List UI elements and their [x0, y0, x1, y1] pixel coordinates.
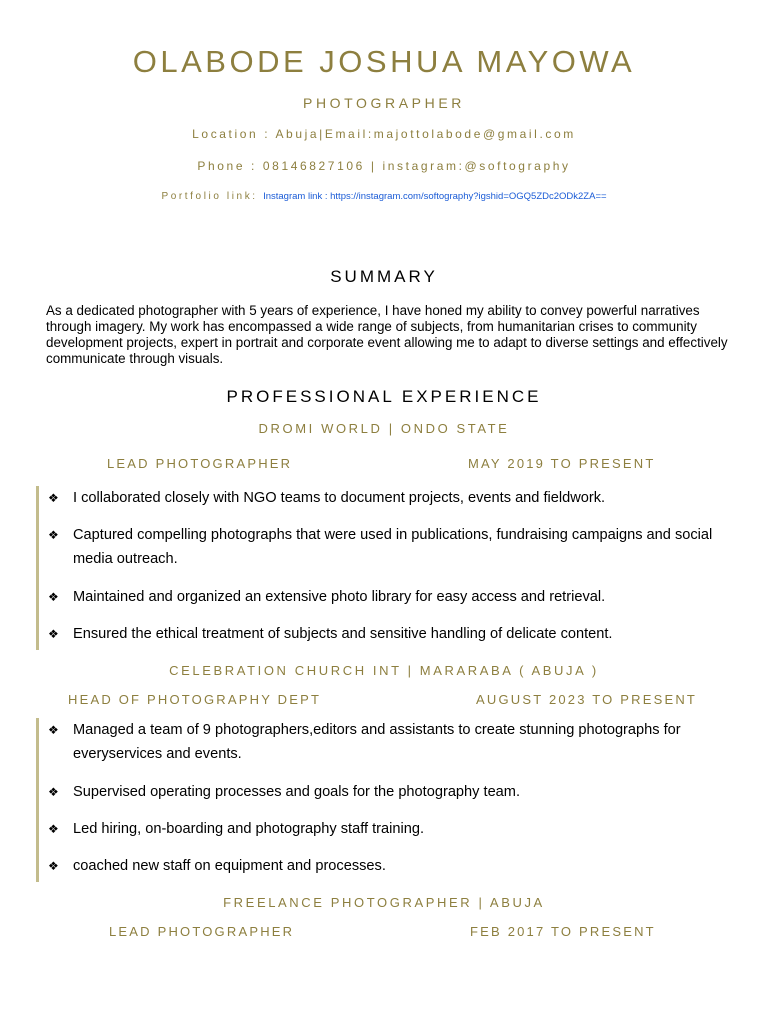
list-item: ❖ Ensured the ethical treatment of subjects and sensitive handling of delicate content.: [39, 622, 613, 646]
employer-1: DROMI WORLD | ONDO STATE: [258, 421, 510, 436]
portfolio-label: Portfolio link:: [161, 191, 258, 202]
summary-text: As a dedicated photographer with 5 years of experience, I have honed my ability to convey powerful narratives through imagery. My work has encompassed a wide range of subjects, from humanitarian crises to community development projects, expert in portrait and corporate event allowing me to adapt to diverse settings and effectively communicate through visuals.: [46, 303, 728, 366]
employer-2: CELEBRATION CHURCH INT | MARARABA ( ABUJA ): [169, 663, 599, 678]
employer-3: FREELANCE PHOTOGRAPHER | ABUJA: [223, 895, 545, 910]
diamond-bullet-icon: ❖: [48, 491, 59, 505]
diamond-bullet-icon: ❖: [48, 528, 59, 542]
experience-heading: PROFESSIONAL EXPERIENCE: [226, 387, 542, 406]
job-1-dates: MAY 2019 TO PRESENT: [468, 456, 656, 471]
list-item: ❖ Led hiring, on-boarding and photography staff training.: [39, 817, 424, 841]
diamond-bullet-icon: ❖: [48, 723, 59, 737]
diamond-bullet-icon: ❖: [48, 785, 59, 799]
job-3-role: LEAD PHOTOGRAPHER: [109, 924, 295, 939]
job-3-dates: FEB 2017 TO PRESENT: [470, 924, 656, 939]
location-email-line: Location : Abuja|Email:majottolabode@gmail.com: [192, 127, 576, 141]
job-1-bullet-list: [36, 486, 739, 650]
list-item: ❖ Supervised operating processes and goals for the photography team.: [39, 780, 520, 804]
list-item: ❖ Managed a team of 9 photographers,editors and assistants to create stunning photographs for everyservices and events.: [39, 718, 739, 766]
job-2-dates: AUGUST 2023 TO PRESENT: [476, 692, 698, 707]
diamond-bullet-icon: ❖: [48, 627, 59, 641]
diamond-bullet-icon: ❖: [48, 822, 59, 836]
diamond-bullet-icon: ❖: [48, 859, 59, 873]
diamond-bullet-icon: ❖: [48, 590, 59, 604]
list-item: ❖ I collaborated closely with NGO teams to document projects, events and fieldwork.: [39, 486, 605, 510]
list-item: ❖ Maintained and organized an extensive photo library for easy access and retrieval.: [39, 585, 605, 609]
phone-instagram-line: Phone : 08146827106 | instagram:@softography: [197, 159, 571, 173]
portfolio-link[interactable]: Instagram link : https://instagram.com/softography?igshid=OGQ5ZDc2ODk2ZA==: [263, 191, 607, 202]
candidate-name: OLABODE JOSHUA MAYOWA: [132, 44, 636, 79]
list-item: ❖ Captured compelling photographs that were used in publications, fundraising campaigns and social media outreach.: [39, 523, 739, 571]
summary-heading: SUMMARY: [330, 267, 438, 286]
job-2-role: HEAD OF PHOTOGRAPHY DEPT: [68, 692, 322, 707]
list-item: ❖ coached new staff on equipment and processes.: [39, 854, 386, 878]
job-title: PHOTOGRAPHER: [303, 95, 465, 111]
job-1-role: LEAD PHOTOGRAPHER: [107, 456, 293, 471]
job-2-bullet-list: [36, 718, 739, 882]
portfolio-line: [0, 191, 768, 202]
